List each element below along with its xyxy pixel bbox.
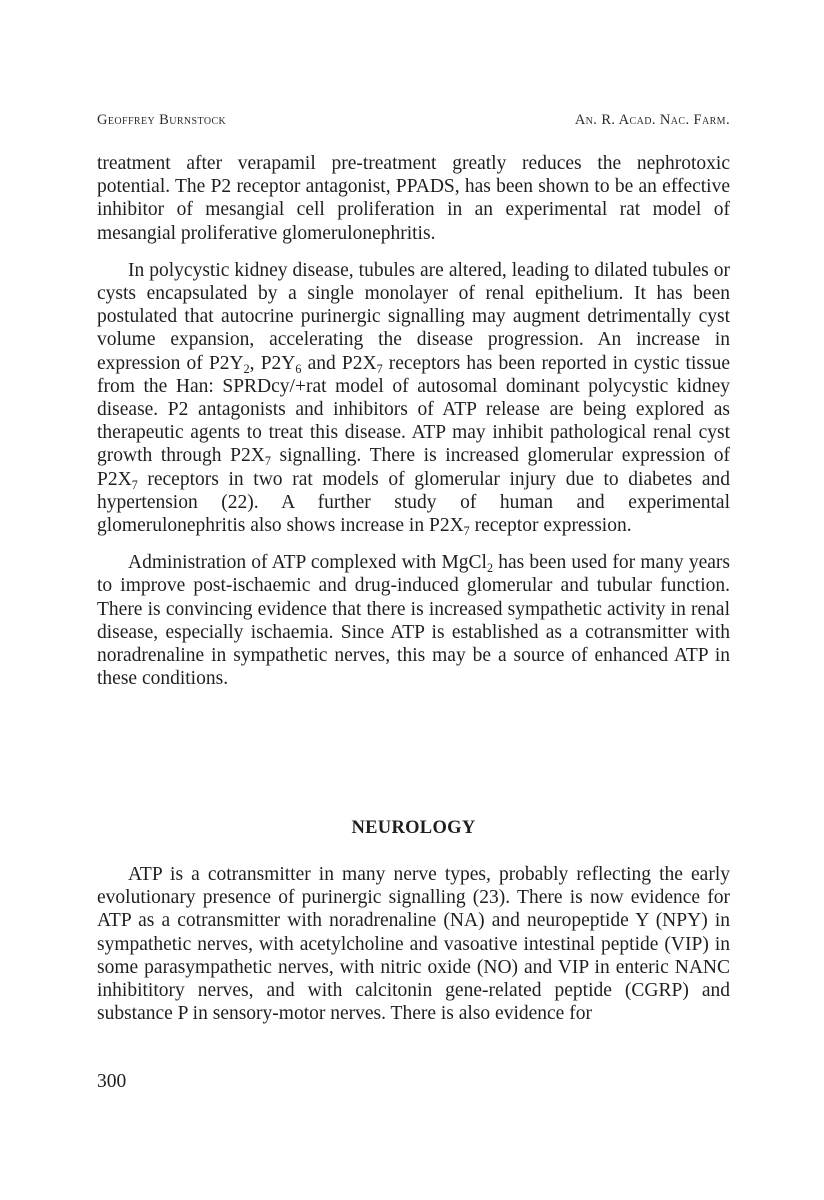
paragraph-text: receptor expression. (469, 515, 632, 537)
paragraph-text: has been used for many years to improve post-ischaemic and drug-induced glomerular and tubular function. There is convincing evidence that there is increased sympathetic activity in renal disease, especially ischaemia. Since ATP is established as a cotransmitter with noradrenaline in sympathetic nerves, this may be a source of enhanced ATP in these conditions. (97, 552, 731, 690)
paragraph-text: receptors has been reported in cystic tissue from the Han: SPRDcy/+rat model of autosomal dominant polycystic kidney disease. P2 antagonists and inhibitors of ATP release are being explored as therapeutic agents to treat this disease. ATP may inhibit pathological renal cyst growth through P2X (97, 352, 730, 467)
subscript: 7 (376, 361, 383, 376)
subscript: 7 (463, 523, 470, 538)
paragraph-text: ATP is a cotransmitter in many nerve types, probably reflecting the early evolutionary presence of purinergic signalling (23). There is now evidence for ATP as a cotransmitter with noradrenaline (NA) and neuropeptide Y (NPY) in sympathetic nerves, with acetylcholine and vasoative intestinal peptide (VIP) in some parasympathetic nerves, with nitric oxide (NO) and VIP in enteric NANC inhibititory nerves, and with calcitonin gene-related peptide (CGRP) and substance P in sensory-motor nerves. There is also evidence for (97, 864, 730, 1025)
paragraph-text: Administration of ATP complexed with MgCl (128, 552, 487, 574)
body-text (97, 152, 730, 704)
page-number: 300 (97, 1071, 127, 1092)
paragraph (97, 259, 730, 537)
subscript: 2 (243, 361, 250, 376)
subscript: 6 (295, 361, 302, 376)
subscript: 2 (486, 561, 494, 576)
running-head-journal: An. R. Acad. Nac. Farm. (574, 112, 730, 128)
paragraph-text: signalling. There is increased glomerular expression of P2X (97, 445, 730, 490)
paragraph (97, 551, 730, 690)
subscript: 7 (131, 477, 138, 492)
paragraph (97, 863, 730, 1025)
paragraph-text: In polycystic kidney disease, tubules are altered, leading to dilated tubules or cysts encapsulated by a single monolayer of renal epithelium. It has been postulated that autocrine purinergic signalling may augment detrimentally cyst volume expansion, accelerating the disease progression. An increase in expression of P2Y (97, 259, 730, 374)
running-head (97, 112, 730, 132)
paragraph-text: receptors in two rat models of glomerular injury due to diabetes and hypertension (22). A further study of human and experimental glomerulonephritis also shows increase in P2X (97, 468, 730, 537)
paragraph-text: treatment after verapamil pre-treatment greatly reduces the nephrotoxic potential. The P2 receptor antagonist, PPADS, has been shown to be an effective inhibitor of mesangial cell proliferation in an experimental rat model of mesangial proliferative glomerulonephritis. (97, 153, 730, 244)
subscript: 7 (264, 454, 271, 469)
paragraph-text: , P2Y (249, 352, 296, 374)
section-heading: NEUROLOGY (351, 818, 476, 838)
running-head-author: Geoffrey Burnstock (97, 112, 227, 128)
paragraph (97, 152, 730, 245)
section-body-text (97, 863, 730, 1039)
paragraph-text: and P2X (301, 352, 377, 374)
